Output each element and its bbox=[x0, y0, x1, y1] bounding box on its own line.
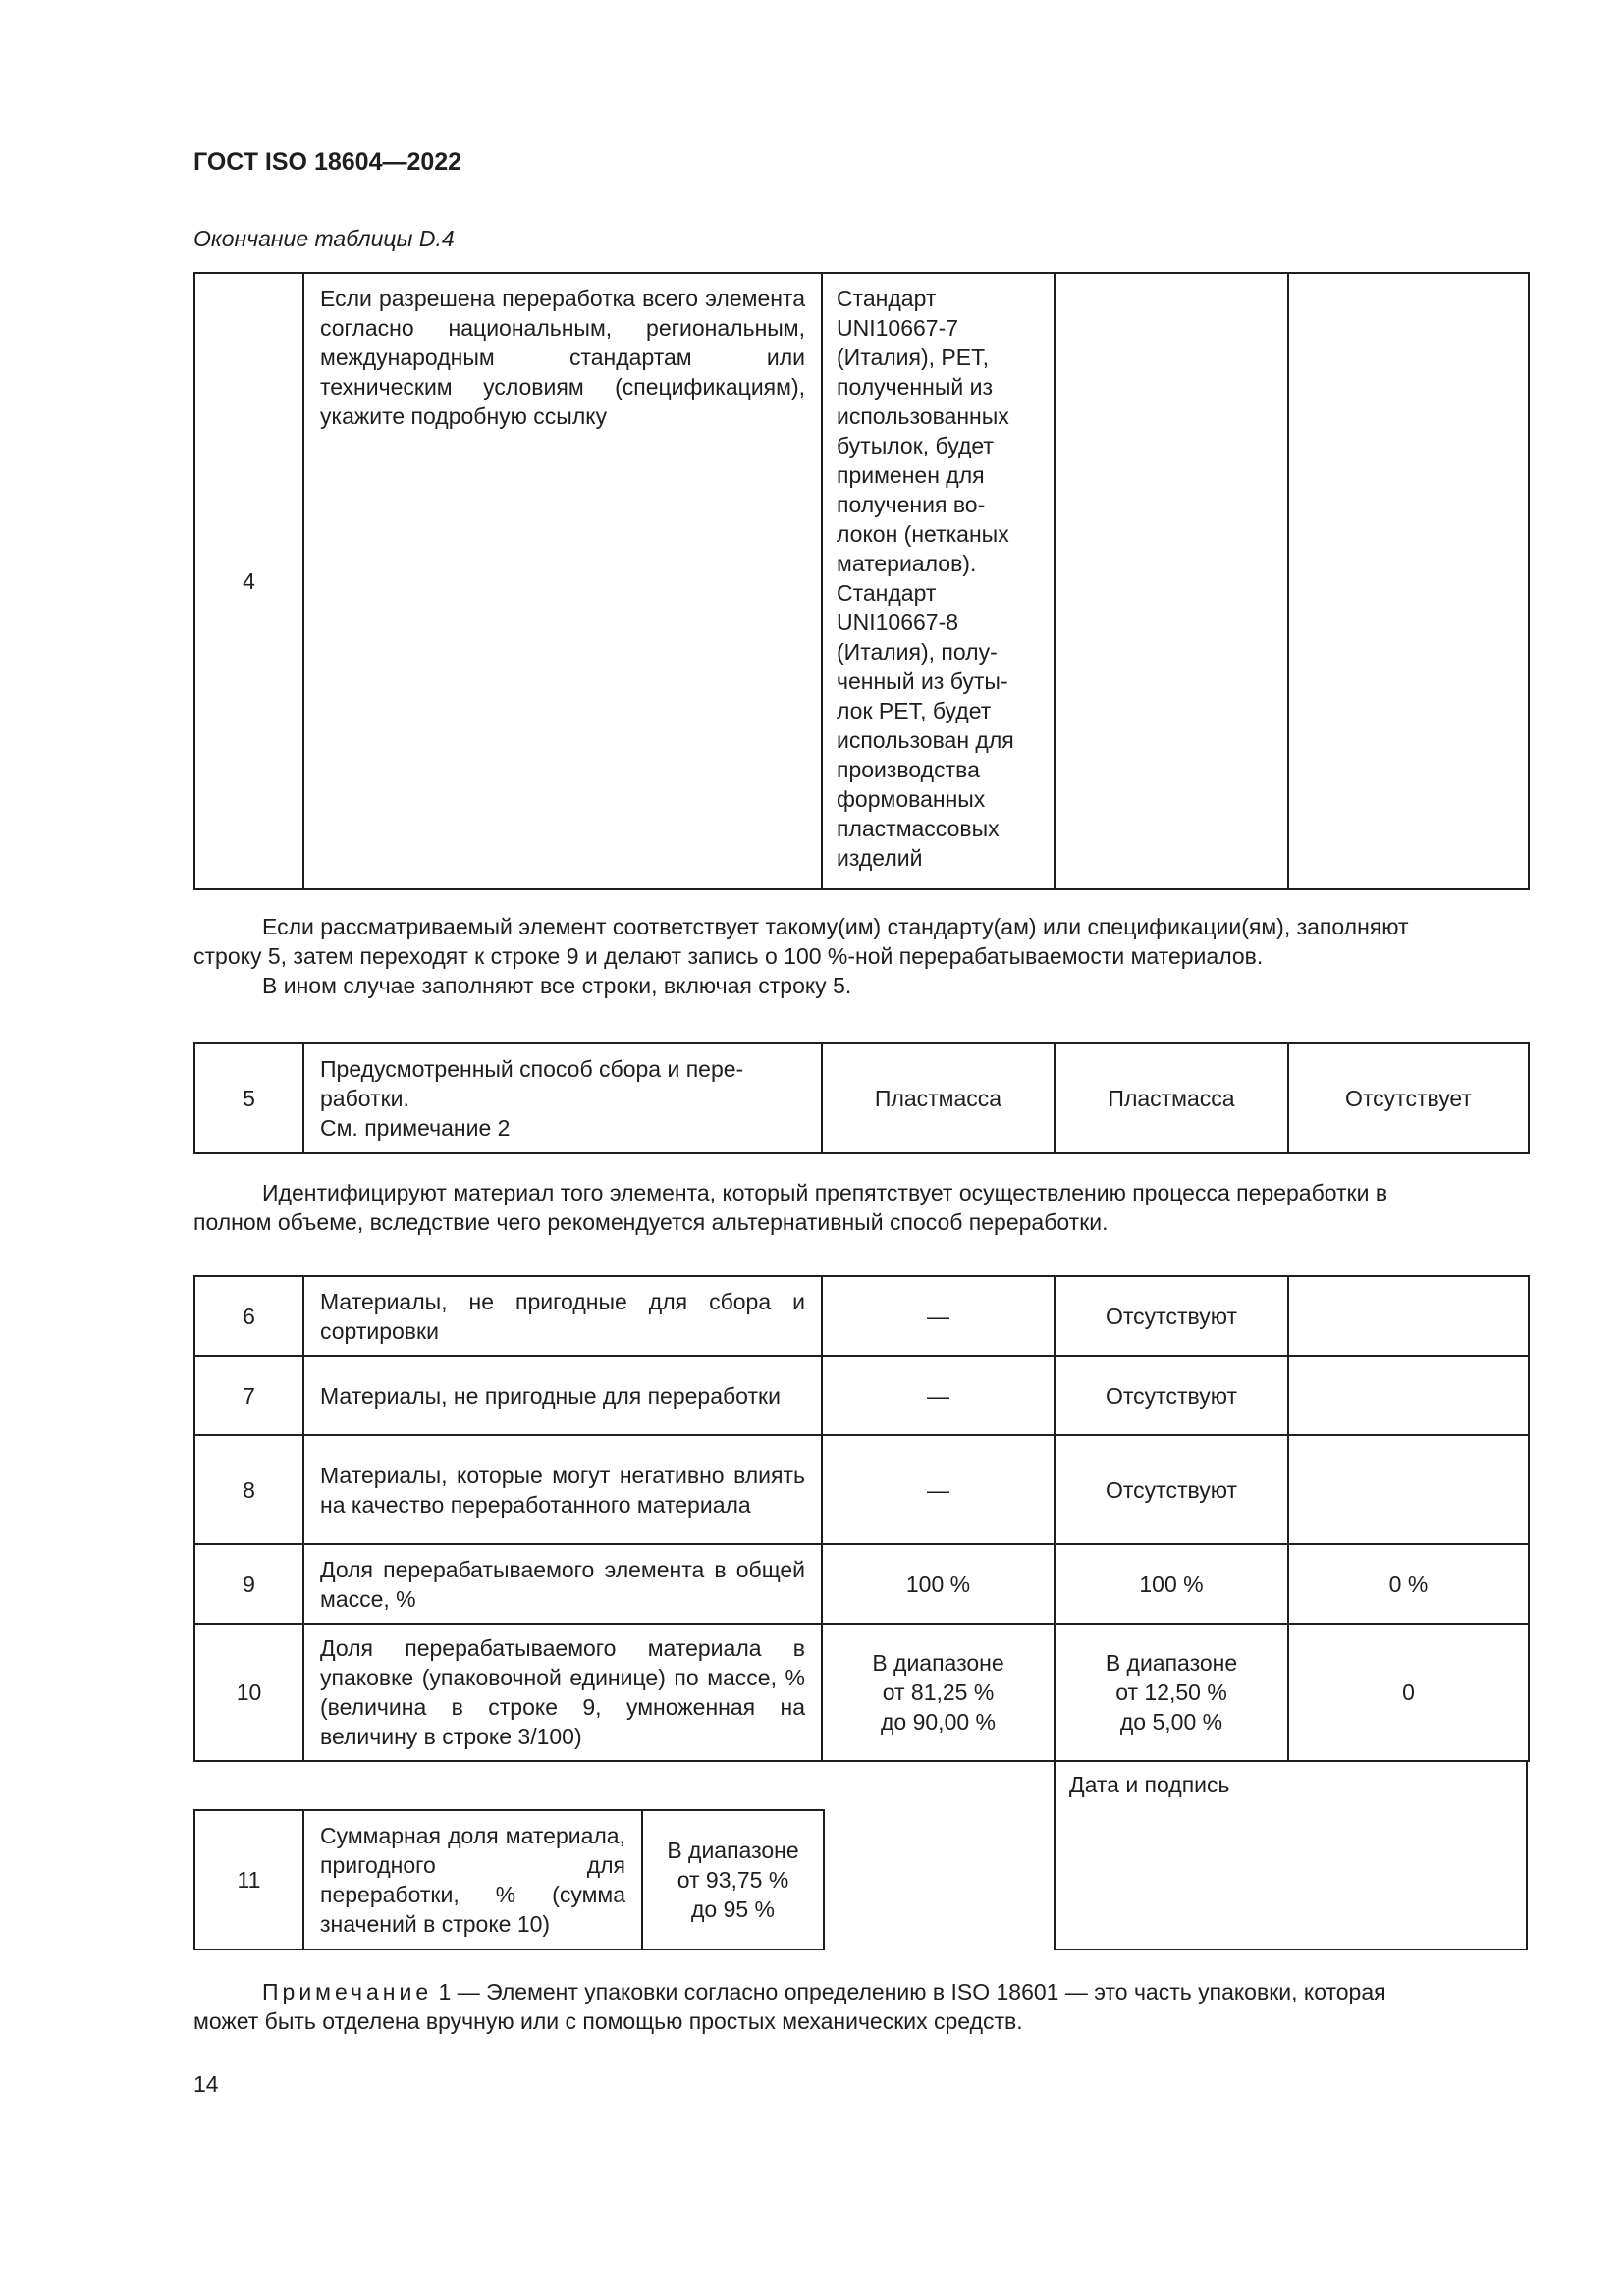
signature-label: Дата и подпись bbox=[1055, 1760, 1527, 1949]
row-description: Доля перерабатываемого элемента в общей массе, % bbox=[303, 1544, 822, 1624]
text-line: В диапазоне bbox=[872, 1650, 1004, 1676]
table-row bbox=[194, 1276, 1529, 1356]
value-cell: Отсутствуют bbox=[1055, 1435, 1288, 1544]
text-line: См. примечание 2 bbox=[320, 1115, 511, 1141]
note-paragraph bbox=[193, 1977, 1511, 2036]
value-cell: 0 % bbox=[1288, 1544, 1529, 1624]
table-row bbox=[194, 1544, 1529, 1624]
text-line: изделий bbox=[837, 845, 923, 871]
text-line: использованных bbox=[837, 403, 1009, 429]
signature-box bbox=[1054, 1760, 1528, 1950]
row-number: 8 bbox=[194, 1435, 303, 1544]
text-line: формованных bbox=[837, 786, 986, 812]
text-line: производства bbox=[837, 757, 980, 782]
table-row bbox=[194, 1624, 1529, 1761]
note-text: 1 — Элемент упаковки согласно определению в ISO 18601 — это часть упаковки, которая bbox=[432, 1979, 1386, 2004]
value-cell: Отсутствуют bbox=[1055, 1276, 1288, 1356]
text-line: В диапазоне bbox=[667, 1838, 799, 1863]
empty-cell bbox=[1055, 273, 1288, 889]
row-number: 9 bbox=[194, 1544, 303, 1624]
value-cell: — bbox=[822, 1276, 1055, 1356]
text-line: (Италия), полу- bbox=[837, 639, 998, 665]
value-cell: Пластмасса bbox=[1055, 1043, 1288, 1153]
text-line: от 12,50 % bbox=[1115, 1680, 1227, 1705]
row-number: 10 bbox=[194, 1624, 303, 1761]
row-number: 7 bbox=[194, 1356, 303, 1435]
row-description: Материалы, не пригодные для переработки bbox=[303, 1356, 822, 1435]
text-line: (Италия), PET, bbox=[837, 345, 989, 370]
paragraph-line: В ином случае заполняют все строки, включая строку 5. bbox=[262, 973, 852, 998]
text-line: до 95 % bbox=[690, 1896, 776, 1922]
table-row bbox=[194, 1356, 1529, 1435]
row-description: Материалы, которые могут негативно влиять на качество переработанного материала bbox=[303, 1435, 822, 1544]
paragraph-line: строку 5, затем переходят к строке 9 и делают запись о 100 %-ной перерабатываемости материалов. bbox=[193, 943, 1264, 969]
text-line: работки. bbox=[320, 1086, 409, 1111]
text-line: использован для bbox=[837, 727, 1014, 753]
value-cell: Пластмасса bbox=[822, 1043, 1055, 1153]
table-row bbox=[194, 1435, 1529, 1544]
row-description: Если разрешена переработка всего элемента согласно национальным, региональным, международным стандартам или техническим условиям (спецификациям), укажите подробную ссылку bbox=[303, 273, 822, 889]
text-line: лок PET, будет bbox=[837, 698, 992, 723]
text-line: В диапазоне bbox=[1105, 1650, 1238, 1676]
note-text: может быть отделена вручную или с помощью простых механических средств. bbox=[193, 2008, 1023, 2034]
text-line: до 5,00 % bbox=[1119, 1709, 1223, 1735]
value-cell bbox=[1288, 1276, 1529, 1356]
value-cell: Отсутствует bbox=[1288, 1043, 1529, 1153]
row-description: Суммарная доля материала, пригодного для переработки, % (сумма значений в строке 10) bbox=[303, 1810, 642, 1949]
value-cell: — bbox=[822, 1356, 1055, 1435]
text-line: бутылок, будет bbox=[837, 433, 994, 458]
table-row-11 bbox=[193, 1809, 825, 1950]
empty-cell bbox=[1288, 273, 1529, 889]
text-line: от 93,75 % bbox=[677, 1867, 789, 1893]
page-number: 14 bbox=[193, 2071, 219, 2097]
standard-reference bbox=[822, 273, 1055, 889]
text-line: локон (нетканых bbox=[837, 521, 1009, 547]
text-line: UNI10667-7 bbox=[837, 315, 959, 341]
text-line: Предусмотренный способ сбора и пере- bbox=[320, 1056, 744, 1082]
instruction-paragraph bbox=[193, 1178, 1511, 1237]
paragraph-line: Если рассматриваемый элемент соответствует такому(им) стандарту(ам) или спецификации(ям), заполняют bbox=[262, 914, 1409, 939]
row-number: 5 bbox=[194, 1043, 303, 1153]
value-cell bbox=[1288, 1356, 1529, 1435]
text-line: полученный из bbox=[837, 374, 994, 400]
row-number: 6 bbox=[194, 1276, 303, 1356]
text-line: Стандарт bbox=[837, 580, 937, 606]
value-cell: — bbox=[822, 1435, 1055, 1544]
table-row-4 bbox=[193, 272, 1530, 890]
text-line: от 81,25 % bbox=[882, 1680, 995, 1705]
value-cell: 100 % bbox=[1055, 1544, 1288, 1624]
document-header: ГОСТ ISO 18604—2022 bbox=[193, 148, 462, 176]
value-cell: Отсутствуют bbox=[1055, 1356, 1288, 1435]
value-cell bbox=[1055, 1624, 1288, 1761]
table-rows-6-10 bbox=[193, 1275, 1530, 1762]
value-cell bbox=[642, 1810, 824, 1949]
value-cell: 0 bbox=[1288, 1624, 1529, 1761]
note-label: Примечание bbox=[262, 1979, 433, 2004]
text-line: до 90,00 % bbox=[881, 1709, 996, 1735]
instruction-paragraph bbox=[193, 912, 1511, 1000]
table-caption: Окончание таблицы D.4 bbox=[193, 226, 455, 251]
row-description: Доля перерабатываемого материала в упаковке (упаковочной единице) по массе, % (величина в строке 9, умноженная на величину в строке 3/100) bbox=[303, 1624, 822, 1761]
value-cell bbox=[1288, 1435, 1529, 1544]
row-description: Материалы, не пригодные для сбора и сортировки bbox=[303, 1276, 822, 1356]
row-number: 11 bbox=[194, 1810, 303, 1949]
text-line: ченный из буты- bbox=[837, 668, 1008, 694]
row-description bbox=[303, 1043, 822, 1153]
text-line: UNI10667-8 bbox=[837, 610, 959, 635]
text-line: Стандарт bbox=[837, 286, 937, 311]
text-line: пластмассовых bbox=[837, 816, 1000, 841]
value-cell bbox=[822, 1624, 1055, 1761]
text-line: применен для bbox=[837, 462, 985, 488]
text-line: материалов). bbox=[837, 551, 977, 576]
paragraph-line: полном объеме, вследствие чего рекомендуется альтернативный способ переработки. bbox=[193, 1209, 1109, 1235]
row-number: 4 bbox=[194, 273, 303, 889]
paragraph-line: Идентифицируют материал того элемента, который препятствует осуществлению процесса переработки в bbox=[262, 1180, 1388, 1205]
table-row-5 bbox=[193, 1042, 1530, 1154]
value-cell: 100 % bbox=[822, 1544, 1055, 1624]
text-line: получения во- bbox=[837, 492, 986, 517]
